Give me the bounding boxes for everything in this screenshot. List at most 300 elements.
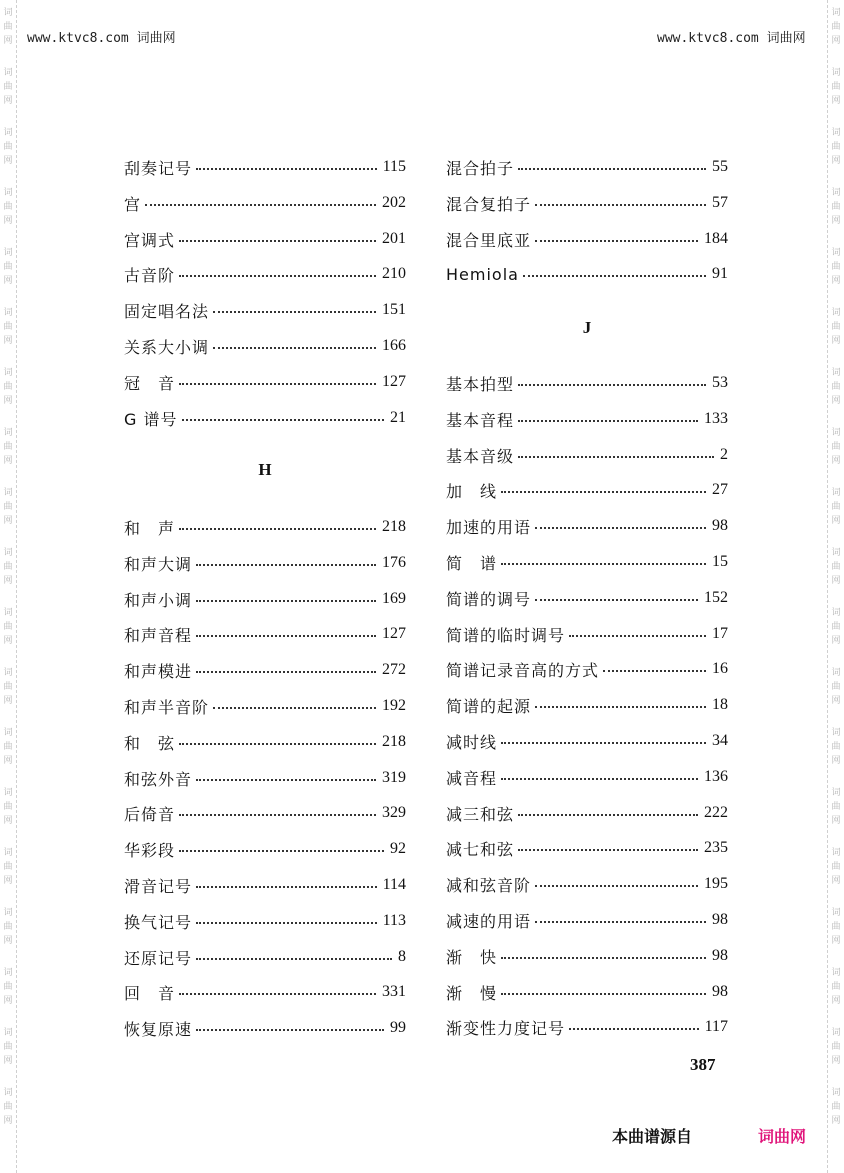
watermark-group — [829, 1086, 843, 1128]
watermark-char: 曲 — [3, 622, 13, 632]
index-page-number: 27 — [712, 481, 728, 498]
index-entry — [124, 331, 406, 361]
watermark-char: 词 — [3, 728, 13, 738]
watermark-char: 网 — [3, 636, 13, 646]
watermark-group — [1, 6, 15, 48]
watermark-char: 词 — [831, 908, 841, 918]
index-page-number: 319 — [382, 769, 406, 786]
footer-brand: 词曲网 — [758, 1127, 807, 1146]
watermark-group — [1, 366, 15, 408]
watermark-char: 词 — [831, 668, 841, 678]
watermark-char: 曲 — [3, 982, 13, 992]
watermark-char: 词 — [831, 8, 841, 18]
index-entry — [124, 403, 406, 433]
index-term: 渐变性力度记号 — [446, 1018, 566, 1038]
watermark-char: 网 — [831, 936, 841, 946]
section-letter-h: H — [258, 460, 272, 479]
index-term: 混合里底亚 — [446, 230, 532, 250]
watermark-char: 词 — [3, 848, 13, 858]
index-entry — [124, 798, 406, 828]
watermark-char: 曲 — [831, 202, 841, 212]
index-entry — [124, 188, 406, 218]
watermark-char: 词 — [3, 788, 13, 798]
watermark-char: 曲 — [3, 802, 13, 812]
watermark-char: 网 — [3, 1056, 13, 1066]
index-page-number: 98 — [712, 517, 728, 534]
dot-leader — [518, 384, 706, 386]
watermark-char: 曲 — [831, 562, 841, 572]
watermark-char: 词 — [3, 428, 13, 438]
dot-leader — [535, 527, 706, 529]
index-page-number: 127 — [382, 625, 406, 642]
index-entry — [446, 188, 728, 218]
index-term: 和 声 — [124, 518, 176, 538]
index-page-number: 15 — [712, 553, 728, 570]
index-entry — [446, 654, 728, 684]
index-entry — [446, 798, 728, 828]
watermark-group — [1, 426, 15, 468]
index-entry — [446, 1012, 728, 1042]
index-entry — [446, 511, 728, 541]
index-entry — [124, 942, 406, 972]
dot-leader — [501, 778, 698, 780]
watermark-char: 词 — [3, 68, 13, 78]
watermark-char: 曲 — [831, 442, 841, 452]
index-term: 和声模进 — [124, 661, 193, 681]
index-page-number: 136 — [704, 768, 728, 785]
watermark-char: 网 — [831, 276, 841, 286]
dot-leader — [179, 993, 376, 995]
watermark-char: 网 — [3, 336, 13, 346]
dot-leader — [196, 168, 377, 170]
watermark-char: 曲 — [831, 142, 841, 152]
index-entry — [124, 224, 406, 254]
watermark-char: 曲 — [3, 562, 13, 572]
watermark-char: 曲 — [831, 682, 841, 692]
index-term: 宫 — [124, 194, 142, 214]
watermark-char: 词 — [3, 548, 13, 558]
index-page-number: 113 — [382, 912, 406, 929]
index-entry — [446, 869, 728, 899]
watermark-char: 网 — [3, 756, 13, 766]
index-entry — [446, 905, 728, 935]
watermark-char: 词 — [831, 308, 841, 318]
watermark-char: 曲 — [3, 262, 13, 272]
watermark-char: 网 — [831, 636, 841, 646]
watermark-char: 曲 — [3, 682, 13, 692]
watermark-char: 词 — [831, 848, 841, 858]
watermark-char: 词 — [3, 308, 13, 318]
watermark-group — [1, 546, 15, 588]
watermark-char: 词 — [3, 488, 13, 498]
index-page-number: 201 — [382, 230, 406, 247]
watermark-char: 网 — [3, 876, 13, 886]
watermark-group — [1, 246, 15, 288]
index-page-number: 98 — [712, 911, 728, 928]
index-page-number: 331 — [382, 983, 406, 1000]
index-page-number: 53 — [712, 374, 728, 391]
dot-leader — [196, 779, 376, 781]
index-term: 和声大调 — [124, 554, 193, 574]
header-site-name-right: 词曲网 — [766, 31, 806, 46]
index-page-number: 127 — [382, 373, 406, 390]
watermark-char: 网 — [831, 396, 841, 406]
watermark-char: 网 — [3, 216, 13, 226]
watermark-char: 曲 — [831, 802, 841, 812]
index-term: 和声小调 — [124, 590, 193, 610]
watermark-group — [829, 66, 843, 108]
watermark-group — [1, 186, 15, 228]
watermark-char: 网 — [3, 816, 13, 826]
index-page-number: 176 — [382, 554, 406, 571]
index-entry — [124, 906, 406, 936]
index-page-number: 169 — [382, 590, 406, 607]
index-entry — [124, 655, 406, 685]
watermark-char: 曲 — [831, 82, 841, 92]
watermark-char: 词 — [3, 8, 13, 18]
index-page-number: 18 — [712, 696, 728, 713]
dot-leader — [518, 814, 698, 816]
index-entry — [124, 152, 406, 182]
dot-leader — [196, 922, 377, 924]
index-term: G 谱号 — [124, 409, 178, 429]
watermark-char: 网 — [831, 696, 841, 706]
index-page-number: 152 — [704, 589, 728, 606]
index-entry — [124, 295, 406, 325]
index-page-number: 17 — [712, 625, 728, 642]
index-entry — [124, 763, 406, 793]
watermark-group — [1, 1026, 15, 1068]
page-number: 387 — [690, 1055, 716, 1074]
watermark-group — [829, 966, 843, 1008]
index-term: 简谱的调号 — [446, 589, 532, 609]
watermark-group — [1, 66, 15, 108]
watermark-char: 曲 — [3, 322, 13, 332]
watermark-char: 曲 — [831, 622, 841, 632]
index-page-number: 115 — [382, 158, 406, 175]
watermark-char: 词 — [831, 1028, 841, 1038]
index-entry — [446, 690, 728, 720]
index-term: 基本拍型 — [446, 374, 515, 394]
index-page-number: 114 — [382, 876, 406, 893]
watermark-char: 词 — [831, 608, 841, 618]
watermark-char: 曲 — [831, 1042, 841, 1052]
dot-leader — [535, 240, 698, 242]
dot-leader — [196, 1029, 384, 1031]
index-page-number: 184 — [704, 230, 728, 247]
watermark-char: 网 — [831, 996, 841, 1006]
index-entry — [446, 152, 728, 182]
watermark-char: 曲 — [831, 742, 841, 752]
dot-leader — [603, 670, 706, 672]
watermark-char: 网 — [3, 696, 13, 706]
watermark-char: 网 — [3, 96, 13, 106]
index-term: 渐 快 — [446, 947, 498, 967]
watermark-char: 网 — [831, 576, 841, 586]
watermark-char: 词 — [831, 368, 841, 378]
index-term: 加速的用语 — [446, 517, 532, 537]
watermark-char: 网 — [3, 516, 13, 526]
index-term: 混合复拍子 — [446, 194, 532, 214]
index-page-number: 210 — [382, 265, 406, 282]
index-page-number: 21 — [390, 409, 406, 426]
index-page-number: 192 — [382, 697, 406, 714]
watermark-char: 曲 — [3, 202, 13, 212]
watermark-group — [829, 6, 843, 48]
index-entry — [124, 619, 406, 649]
dot-leader — [213, 311, 376, 313]
dot-leader — [196, 600, 376, 602]
index-entry — [446, 941, 728, 971]
dot-leader — [196, 564, 376, 566]
dot-leader — [569, 635, 706, 637]
header-url-left: www.ktvc8.com — [27, 31, 129, 46]
index-page-number: 329 — [382, 804, 406, 821]
index-page-number: 222 — [704, 804, 728, 821]
index-term: 冠 音 — [124, 373, 176, 393]
watermark-char: 网 — [831, 1056, 841, 1066]
header-site-right — [657, 27, 806, 46]
watermark-group — [829, 486, 843, 528]
index-page-number: 218 — [382, 733, 406, 750]
index-entry — [446, 259, 728, 289]
index-page-number: 202 — [382, 194, 406, 211]
index-term: 宫调式 — [124, 230, 176, 250]
dot-leader — [501, 993, 706, 995]
dot-leader — [145, 204, 376, 206]
dot-leader — [182, 419, 385, 421]
dot-leader — [179, 814, 376, 816]
watermark-char: 曲 — [3, 1102, 13, 1112]
dot-leader — [535, 885, 698, 887]
index-entry — [446, 977, 728, 1007]
index-page-number: 8 — [398, 948, 406, 965]
watermark-group — [829, 186, 843, 228]
index-term: 简谱记录音高的方式 — [446, 660, 600, 680]
index-page-number: 117 — [704, 1018, 728, 1035]
watermark-char: 网 — [3, 1116, 13, 1126]
dot-leader — [501, 563, 706, 565]
index-page-number: 57 — [712, 194, 728, 211]
watermark-char: 网 — [3, 936, 13, 946]
watermark-group — [829, 246, 843, 288]
dot-leader — [196, 958, 392, 960]
watermark-group — [1, 306, 15, 348]
dot-leader — [501, 491, 706, 493]
dot-leader — [196, 671, 376, 673]
index-term: 基本音级 — [446, 446, 515, 466]
watermark-group — [1, 126, 15, 168]
watermark-char: 词 — [831, 428, 841, 438]
watermark-char: 网 — [831, 456, 841, 466]
index-entry — [446, 619, 728, 649]
watermark-char: 曲 — [3, 82, 13, 92]
watermark-char: 网 — [3, 156, 13, 166]
watermark-char: 曲 — [3, 142, 13, 152]
index-entry — [124, 584, 406, 614]
watermark-char: 网 — [831, 336, 841, 346]
index-entry — [446, 404, 728, 434]
index-term: 和声音程 — [124, 625, 193, 645]
index-entry — [446, 368, 728, 398]
watermark-char: 网 — [831, 756, 841, 766]
watermark-char: 网 — [831, 96, 841, 106]
watermark-char: 网 — [3, 996, 13, 1006]
index-term: 固定唱名法 — [124, 301, 210, 321]
watermark-group — [1, 726, 15, 768]
index-page-number: 151 — [382, 301, 406, 318]
index-page-number: 99 — [390, 1019, 406, 1036]
watermark-char: 曲 — [3, 442, 13, 452]
watermark-char: 网 — [831, 216, 841, 226]
index-page-number: 91 — [712, 265, 728, 282]
index-page-number: 272 — [382, 661, 406, 678]
index-entry — [446, 440, 728, 470]
index-page-number: 218 — [382, 518, 406, 535]
watermark-char: 网 — [831, 36, 841, 46]
dot-leader — [213, 707, 376, 709]
index-term: 和声半音阶 — [124, 697, 210, 717]
index-term: 基本音程 — [446, 410, 515, 430]
watermark-char: 词 — [3, 968, 13, 978]
index-entry — [446, 475, 728, 505]
dot-leader — [535, 599, 698, 601]
watermark-group — [829, 726, 843, 768]
index-term: 回 音 — [124, 983, 176, 1003]
index-entry — [124, 691, 406, 721]
index-page-number: 55 — [712, 158, 728, 175]
watermark-group — [829, 426, 843, 468]
watermark-char: 曲 — [3, 1042, 13, 1052]
watermark-char: 曲 — [3, 502, 13, 512]
index-term: 简谱的起源 — [446, 696, 532, 716]
watermark-char: 网 — [3, 456, 13, 466]
watermark-char: 词 — [3, 248, 13, 258]
header-site-name-left: 词曲网 — [136, 31, 176, 46]
watermark-char: 曲 — [3, 862, 13, 872]
watermark-char: 词 — [3, 188, 13, 198]
index-page-number: 16 — [712, 660, 728, 677]
section-letter-j: J — [582, 318, 592, 337]
watermark-char: 词 — [3, 908, 13, 918]
watermark-char: 词 — [3, 1088, 13, 1098]
index-term: 还原记号 — [124, 948, 193, 968]
dot-leader — [569, 1028, 699, 1030]
index-page-number: 2 — [720, 446, 728, 463]
watermark-group — [1, 1086, 15, 1128]
index-term: 换气记号 — [124, 912, 193, 932]
watermark-group — [1, 786, 15, 828]
watermark-char: 词 — [831, 1088, 841, 1098]
index-entry — [124, 834, 406, 864]
dot-leader — [213, 347, 376, 349]
watermark-char: 网 — [3, 276, 13, 286]
index-entry — [124, 512, 406, 542]
index-entry — [124, 367, 406, 397]
watermark-char: 网 — [3, 396, 13, 406]
dot-leader — [535, 706, 706, 708]
watermark-group — [829, 1026, 843, 1068]
dot-leader — [535, 204, 706, 206]
watermark-char: 网 — [831, 816, 841, 826]
index-term: 加 线 — [446, 481, 498, 501]
watermark-group — [1, 486, 15, 528]
watermark-char: 词 — [831, 128, 841, 138]
index-entry — [124, 259, 406, 289]
index-term: 简谱的临时调号 — [446, 625, 566, 645]
dot-leader — [523, 275, 706, 277]
index-page-number: 98 — [712, 983, 728, 1000]
dot-leader — [535, 921, 706, 923]
index-entry — [446, 547, 728, 577]
header-url-right: www.ktvc8.com — [657, 31, 759, 46]
watermark-char: 网 — [831, 516, 841, 526]
watermark-char: 曲 — [831, 982, 841, 992]
index-term: 减和弦音阶 — [446, 875, 532, 895]
index-term: 后倚音 — [124, 804, 176, 824]
watermark-char: 曲 — [831, 1102, 841, 1112]
index-page-number: 92 — [390, 840, 406, 857]
watermark-char: 曲 — [3, 382, 13, 392]
dot-leader — [518, 849, 698, 851]
index-page-number: 166 — [382, 337, 406, 354]
watermark-char: 词 — [3, 1028, 13, 1038]
watermark-char: 曲 — [3, 22, 13, 32]
dot-leader — [501, 957, 706, 959]
index-term: 减七和弦 — [446, 839, 515, 859]
dot-leader — [179, 850, 384, 852]
watermark-group — [1, 906, 15, 948]
index-term: 减音程 — [446, 768, 498, 788]
index-entry — [124, 548, 406, 578]
watermark-char: 词 — [3, 608, 13, 618]
index-term: 关系大小调 — [124, 337, 210, 357]
index-term: 恢复原速 — [124, 1019, 193, 1039]
watermark-char: 曲 — [831, 922, 841, 932]
index-term: 和弦外音 — [124, 769, 193, 789]
footer-source-label: 本曲谱源自 — [612, 1127, 693, 1146]
dot-leader — [501, 742, 706, 744]
watermark-char: 曲 — [831, 262, 841, 272]
header-site-left — [27, 27, 176, 46]
watermark-char: 曲 — [3, 922, 13, 932]
index-page-number: 98 — [712, 947, 728, 964]
watermark-char: 词 — [831, 728, 841, 738]
dot-leader — [179, 743, 376, 745]
index-term: 刮奏记号 — [124, 158, 193, 178]
index-term: 混合拍子 — [446, 158, 515, 178]
index-entry — [124, 977, 406, 1007]
index-term: 和 弦 — [124, 733, 176, 753]
dot-leader — [518, 456, 714, 458]
dot-leader — [179, 240, 376, 242]
watermark-char: 网 — [831, 156, 841, 166]
index-page-number: 34 — [712, 732, 728, 749]
watermark-char: 曲 — [831, 862, 841, 872]
watermark-group — [829, 306, 843, 348]
index-term: 简 谱 — [446, 553, 498, 573]
watermark-char: 曲 — [831, 322, 841, 332]
index-term: 滑音记号 — [124, 876, 193, 896]
watermark-char: 词 — [831, 68, 841, 78]
dot-leader — [196, 635, 376, 637]
watermark-char: 词 — [831, 788, 841, 798]
index-entry — [446, 726, 728, 756]
index-page-number: 195 — [704, 875, 728, 892]
index-entry — [446, 762, 728, 792]
dot-leader — [518, 420, 698, 422]
index-page-number: 235 — [704, 839, 728, 856]
